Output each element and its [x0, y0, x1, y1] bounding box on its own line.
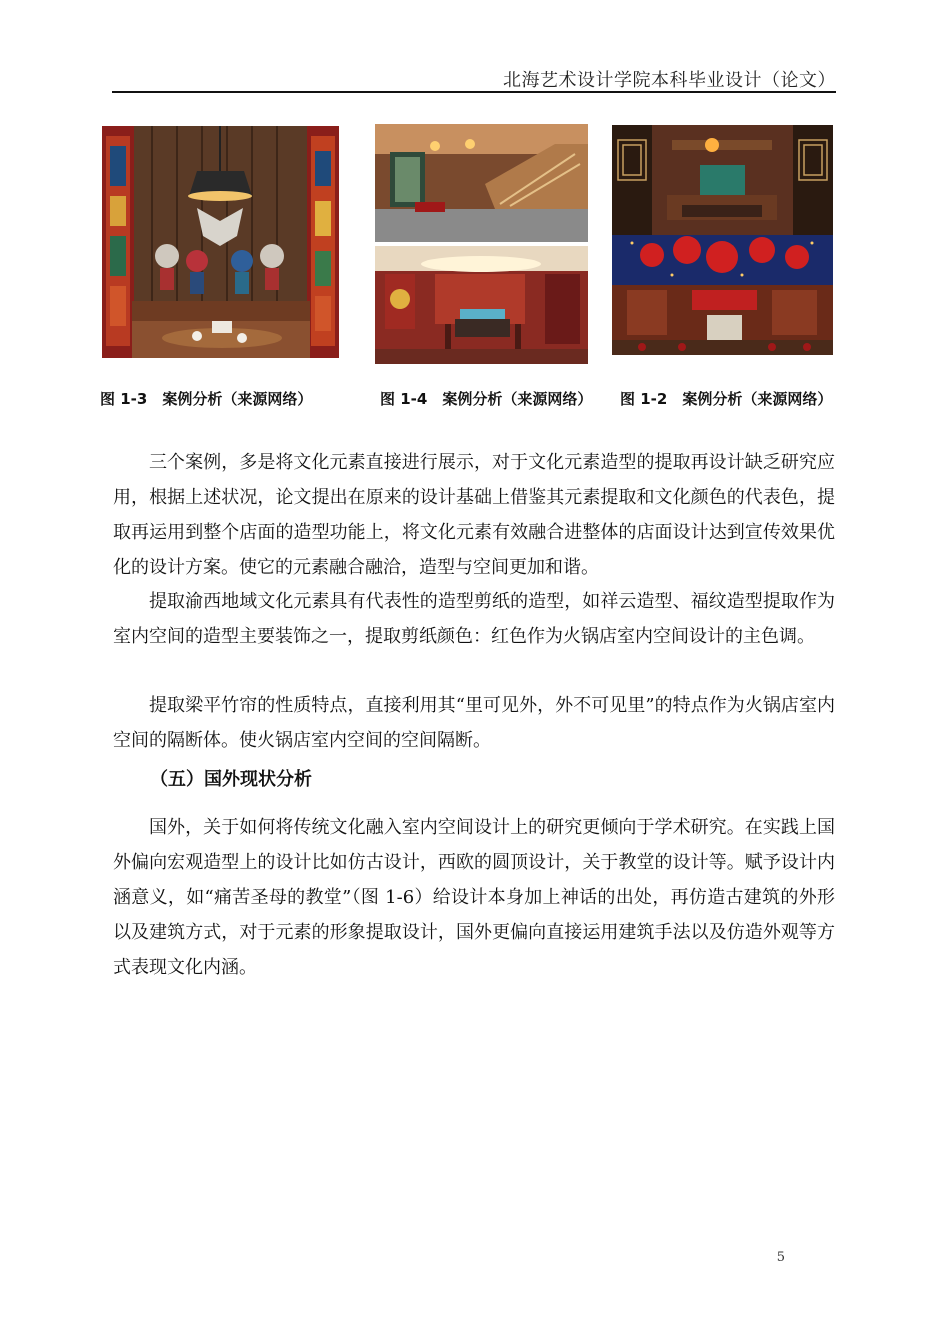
- restaurant-photo-ethnic-wall: [102, 126, 339, 358]
- figure-1-2-image: [612, 125, 833, 355]
- restaurant-photo-dining-room: [375, 124, 588, 364]
- header-rule: [112, 91, 836, 93]
- paragraph-foreign-status: 国外，关于如何将传统文化融入室内空间设计上的研究更倾向于学术研究。在实践上国外偏向宏观造型上的设计比如仿古设计，西欧的圆顶设计，关于教堂的设计等。赋予设计内涵意义，如“痛苦圣母的教堂”（图 1-6）给设计本身加上神话的出处，再仿造古建筑的外形以及建筑方式，对于元素的形象提取设计，国外更偏向直接运用建筑手法以及仿造外观等方式表现文化内涵。: [113, 817, 835, 978]
- figure-1-3-image: [102, 126, 339, 358]
- figure-1-4-caption: 图 1-4 案例分析（来源网络）: [380, 390, 593, 408]
- figure-1-3-caption: 图 1-3 案例分析（来源网络）: [100, 390, 313, 408]
- figure-1-4-image: [375, 124, 588, 364]
- paragraph-papercut-elements: 提取渝西地域文化元素具有代表性的造型剪纸的造型，如祥云造型、福纹造型提取作为室内空间的造型主要装饰之一，提取剪纸颜色：红色作为火锅店室内空间设计的主色调。: [113, 591, 835, 647]
- figure-1-2-caption: 图 1-2 案例分析（来源网络）: [620, 390, 833, 408]
- paragraph-bamboo-curtain: 提取梁平竹帘的性质特点，直接利用其“里可见外，外不可见里”的特点作为火锅店室内空间的隔断体。使火锅店室内空间的空间隔断。: [113, 695, 835, 751]
- running-header: 北海艺术设计学院本科毕业设计（论文）: [503, 70, 836, 91]
- paragraph-case-summary: 三个案例，多是将文化元素直接进行展示，对于文化元素造型的提取再设计缺乏研究应用，根据上述状况，论文提出在原来的设计基础上借鉴其元素提取和文化颜色的代表色，提取再运用到整个店面的造型功能上，将文化元素有效融合进整体的店面设计达到宣传效果优化的设计方案。使它的元素融合融洽，造型与空间更加和谐。: [113, 452, 835, 578]
- page-number: 5: [776, 1250, 785, 1265]
- section-heading: （五）国外现状分析: [150, 769, 312, 790]
- restaurant-photo-banquet-hall: [612, 125, 833, 355]
